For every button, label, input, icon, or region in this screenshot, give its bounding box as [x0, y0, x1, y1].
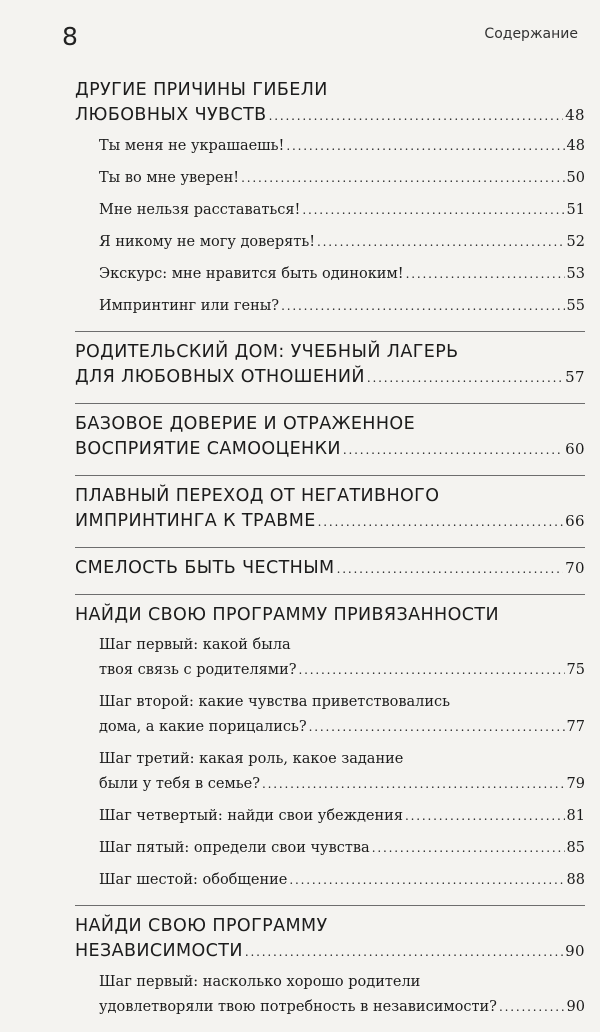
- entry-text: Ты меня не украшаешь!: [99, 138, 285, 154]
- section-title-text: НЕЗАВИСИМОСТИ: [75, 941, 243, 961]
- section-title-text: ДЛЯ ЛЮБОВНЫХ ОТНОШЕНИЙ: [75, 367, 365, 387]
- page-ref: 90: [565, 942, 585, 960]
- toc-section: [75, 70, 585, 332]
- section-title[interactable]: [75, 914, 585, 965]
- entry-text: Экскурс: мне нравится быть одиноким!: [99, 266, 404, 282]
- page-ref: 51: [566, 202, 585, 218]
- page-ref: 79: [566, 776, 585, 792]
- page-ref: 55: [566, 298, 585, 314]
- page-ref: 50: [566, 170, 585, 186]
- page-ref: 88: [566, 872, 585, 888]
- page-ref: 75: [566, 662, 585, 678]
- dot-leader: [309, 715, 565, 740]
- section-title-text: ПЛАВНЫЙ ПЕРЕХОД ОТ НЕГАТИВНОГО: [75, 486, 440, 506]
- entry-text: Шаг второй: какие чувства приветствовались: [99, 694, 451, 710]
- dot-leader: [343, 437, 563, 463]
- entry-text: Я никому не могу доверять!: [99, 234, 316, 250]
- table-of-contents: [75, 70, 585, 1032]
- running-head: Содержание: [484, 26, 578, 42]
- toc-entry[interactable]: [75, 134, 585, 159]
- toc-entry[interactable]: [75, 633, 585, 683]
- toc-section: [75, 404, 585, 476]
- toc-entry[interactable]: [75, 690, 585, 740]
- page-ref: 90: [566, 999, 585, 1015]
- entry-text: Шаг пятый: определи свои чувства: [99, 840, 370, 856]
- dot-leader: [317, 230, 565, 255]
- section-title-text: НАЙДИ СВОЮ ПРОГРАММУ ПРИВЯЗАННОСТИ: [75, 605, 499, 625]
- toc-section: [75, 595, 585, 906]
- page-number: 8: [62, 22, 78, 51]
- dot-leader: [262, 772, 565, 797]
- toc-entry[interactable]: [75, 747, 585, 797]
- entry-text: удовлетворяли твою потребность в независимости?: [99, 999, 497, 1015]
- toc-entry[interactable]: [75, 970, 585, 1020]
- entry-text: дома, а какие порицались?: [99, 719, 307, 735]
- section-title-text: НАЙДИ СВОЮ ПРОГРАММУ: [75, 916, 328, 936]
- page-ref: 57: [565, 368, 585, 386]
- section-title-text: ВОСПРИЯТИЕ САМООЦЕНКИ: [75, 439, 341, 459]
- dot-leader: [241, 166, 564, 191]
- dot-leader: [337, 556, 564, 582]
- section-title[interactable]: [75, 340, 585, 391]
- toc-section: [75, 906, 585, 1032]
- entry-text: Импринтинг или гены?: [99, 298, 280, 314]
- entry-text: Шаг третий: какая роль, какое задание: [99, 751, 404, 767]
- dot-leader: [406, 262, 565, 287]
- dot-leader: [286, 134, 564, 159]
- toc-entry[interactable]: [75, 166, 585, 191]
- dot-leader: [302, 198, 564, 223]
- dot-leader: [405, 804, 565, 829]
- page-ref: 53: [566, 266, 585, 282]
- toc-section: [75, 476, 585, 548]
- page-ref: 52: [566, 234, 585, 250]
- dot-leader: [281, 294, 564, 319]
- page-ref: 81: [566, 808, 585, 824]
- section-title-text: ЛЮБОВНЫХ ЧУВСТВ: [75, 105, 267, 125]
- toc-entry[interactable]: [75, 198, 585, 223]
- section-title[interactable]: [75, 484, 585, 535]
- section-title-text: ДРУГИЕ ПРИЧИНЫ ГИБЕЛИ: [75, 80, 328, 100]
- section-title[interactable]: [75, 603, 585, 628]
- dot-leader: [269, 103, 564, 129]
- dot-leader: [372, 836, 565, 861]
- section-title[interactable]: [75, 412, 585, 463]
- section-title-text: РОДИТЕЛЬСКИЙ ДОМ: УЧЕБНЫЙ ЛАГЕРЬ: [75, 342, 459, 362]
- page-ref: 85: [566, 840, 585, 856]
- entry-text: Шаг первый: какой была: [99, 637, 291, 653]
- page-ref: 66: [565, 512, 585, 530]
- dot-leader: [299, 658, 565, 683]
- entry-text: Шаг первый: насколько хорошо родители: [99, 974, 421, 990]
- dot-leader: [499, 995, 565, 1020]
- page-ref: 60: [565, 440, 585, 458]
- toc-entry[interactable]: [75, 262, 585, 287]
- toc-entry[interactable]: [75, 294, 585, 319]
- toc-section: [75, 548, 585, 595]
- entry-text: Ты во мне уверен!: [99, 170, 240, 186]
- entry-text: Шаг шестой: обобщение: [99, 872, 288, 888]
- toc-entry[interactable]: [75, 804, 585, 829]
- page-ref: 77: [566, 719, 585, 735]
- section-title[interactable]: [75, 556, 585, 582]
- dot-leader: [289, 868, 564, 893]
- entry-text: твоя связь с родителями?: [99, 662, 297, 678]
- section-title-text: СМЕЛОСТЬ БЫТЬ ЧЕСТНЫМ: [75, 558, 335, 578]
- page-ref: 48: [565, 106, 585, 124]
- entry-text: Мне нельзя расставаться!: [99, 202, 301, 218]
- section-title[interactable]: [75, 78, 585, 129]
- dot-leader: [367, 365, 563, 391]
- page-ref: 70: [565, 559, 585, 577]
- section-title-text: БАЗОВОЕ ДОВЕРИЕ И ОТРАЖЕННОЕ: [75, 414, 416, 434]
- toc-entry[interactable]: [75, 230, 585, 255]
- dot-leader: [245, 939, 563, 965]
- entry-text: были у тебя в семье?: [99, 776, 260, 792]
- toc-section: [75, 332, 585, 404]
- toc-entry[interactable]: [75, 868, 585, 893]
- toc-entry[interactable]: [75, 836, 585, 861]
- page-ref: 48: [566, 138, 585, 154]
- section-title-text: ИМПРИНТИНГА К ТРАВМЕ: [75, 511, 316, 531]
- entry-text: Шаг четвертый: найди свои убеждения: [99, 808, 403, 824]
- dot-leader: [318, 509, 563, 535]
